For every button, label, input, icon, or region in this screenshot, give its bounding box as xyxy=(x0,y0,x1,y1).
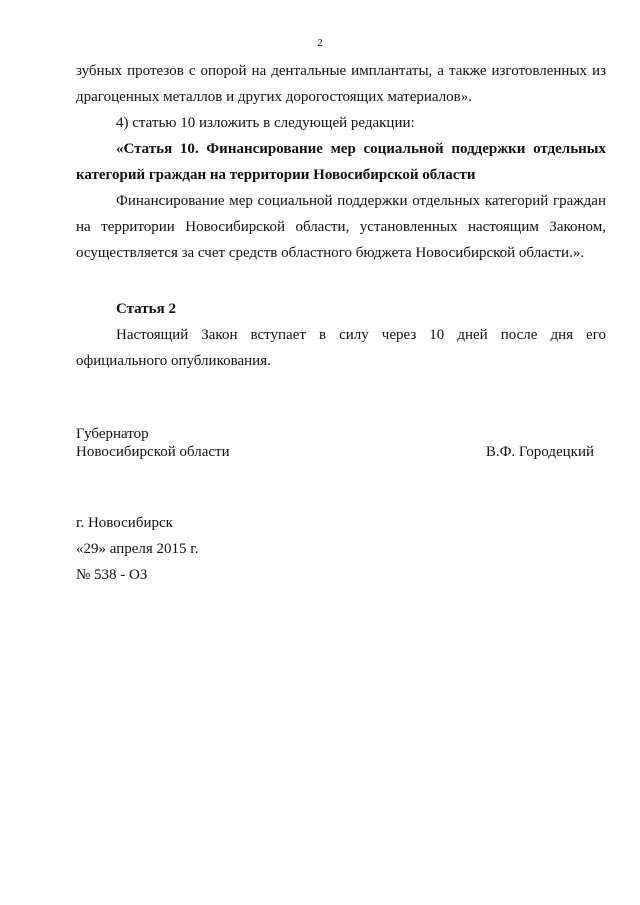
article-2-text: Настоящий Закон вступает в силу через 10 дней после дня его официального опубликования. xyxy=(76,327,606,369)
paragraph-continuation: зубных протезов с опорой на дентальные имплантаты, а также изготовленных из драгоценных металлов и других дорогостоящих материалов». xyxy=(76,63,606,105)
page-number: 2 xyxy=(317,37,323,49)
signatory-name: В.Ф. Городецкий xyxy=(485,444,594,460)
paragraph-item-4: 4) статью 10 изложить в следующей редакции: xyxy=(116,115,415,131)
article-2-heading: Статья 2 xyxy=(116,301,176,317)
footer-law-number: № 538 - ОЗ xyxy=(76,567,148,583)
signature-title-line2: Новосибирской области xyxy=(76,444,230,460)
document-body xyxy=(76,58,606,374)
article-10-text: Финансирование мер социальной поддержки отдельных категорий граждан на территории Новосибирской области, установленных настоящим Законом, осуществляется за счет средств областного бюджета Новосибирской области.». xyxy=(76,193,606,261)
signature-block xyxy=(76,425,594,461)
signature-row xyxy=(76,443,594,461)
footer-city: г. Новосибирск xyxy=(76,515,173,531)
document-footer xyxy=(76,510,199,588)
footer-date: «29» апреля 2015 г. xyxy=(76,541,199,557)
article-10-heading: «Статья 10. Финансирование мер социальной поддержки отдельных категорий граждан на территории Новосибирской области xyxy=(76,141,606,183)
spacer xyxy=(76,266,606,296)
signature-title-line1: Губернатор xyxy=(76,426,149,442)
